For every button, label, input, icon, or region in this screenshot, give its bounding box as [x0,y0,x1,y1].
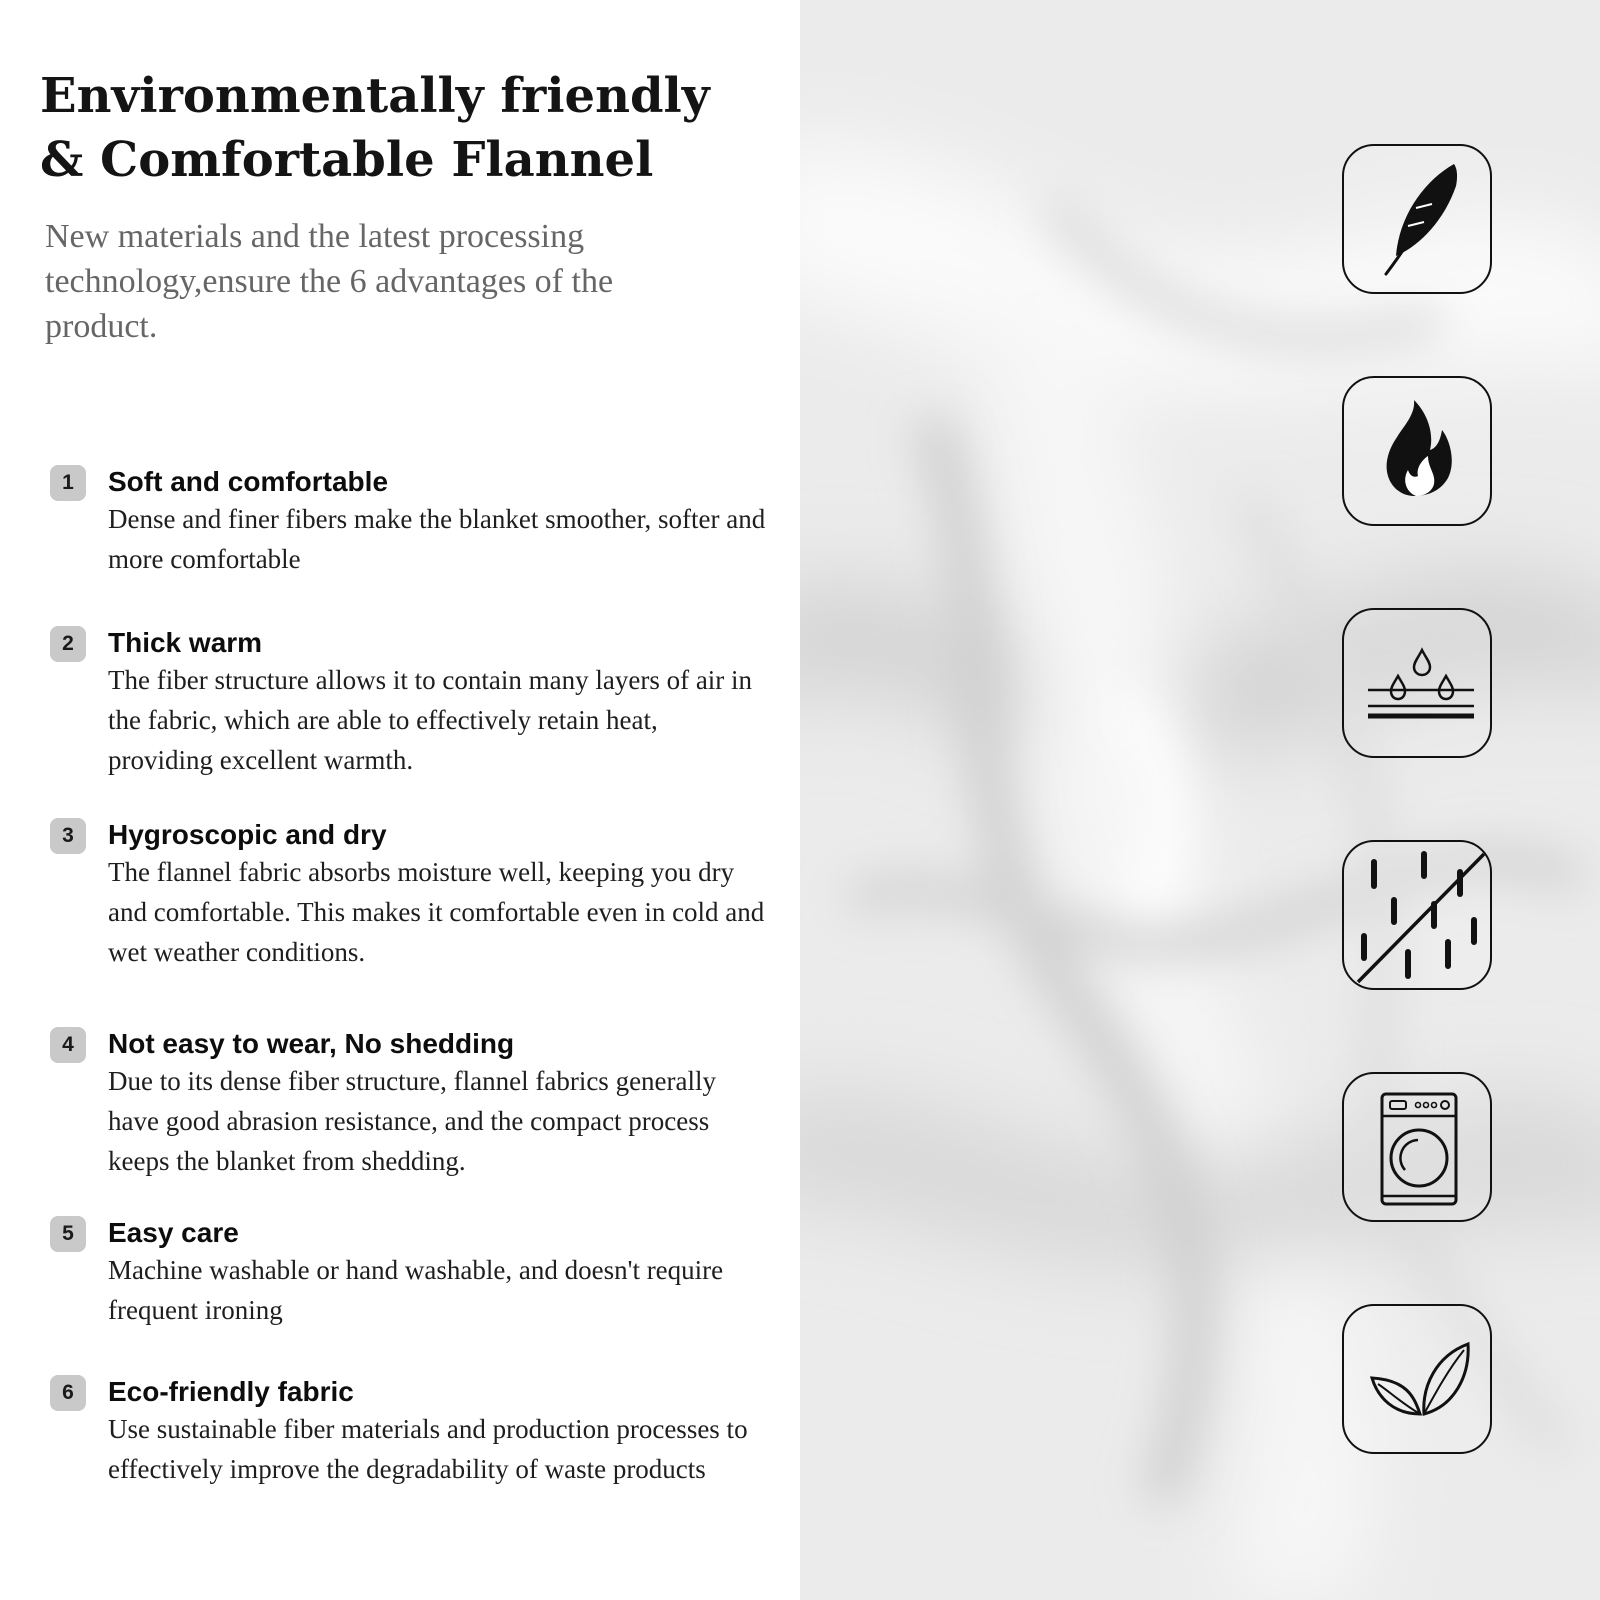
feature-number-badge: 3 [50,818,86,854]
feature-description: Due to its dense fiber structure, flannel fabrics generally have good abrasion resistance, and the compact process keeps the blanket from shedding. [108,1066,717,1176]
leaf-icon [1342,1304,1492,1454]
water-drops-icon [1342,608,1492,758]
fabric-image-panel [800,0,1600,1600]
feature-number-badge: 6 [50,1375,86,1411]
feature-number-badge: 4 [50,1027,86,1063]
washing-machine-icon [1342,1072,1492,1222]
feature-title: Soft and comfortable [108,466,389,497]
feature-title: Eco-friendly fabric [108,1376,354,1407]
feather-icon [1342,144,1492,294]
feature-number-badge: 5 [50,1216,86,1252]
feature-number-badge: 1 [50,465,86,501]
feature-title: Thick warm [108,627,263,658]
feature-number-badge: 2 [50,626,86,662]
flame-icon [1342,376,1492,526]
no-rain-icon [1342,840,1492,990]
feature-title: Hygroscopic and dry [108,819,387,850]
feature-description: Use sustainable fiber materials and production processes to effectively improve the degradability of waste products [108,1414,748,1484]
feature-description: Dense and finer fibers make the blanket smoother, softer and more comfortable [108,504,766,574]
feature-description: The flannel fabric absorbs moisture well, keeping you dry and comfortable. This makes it comfortable even in cold and wet weather conditions. [108,857,765,967]
feature-title: Easy care [108,1217,239,1248]
page-subtitle: New materials and the latest processing technology,ensure the 6 advantages of the product. [45,218,614,345]
page-title: Environmentally friendly & Comfortable Flannel [40,68,710,188]
feature-description: The fiber structure allows it to contain many layers of air in the fabric, which are able to effectively retain heat, providing excellent warmth. [108,665,753,775]
feature-description: Machine washable or hand washable, and doesn't require frequent ironing [108,1255,724,1325]
feature-title: Not easy to wear, No shedding [108,1028,515,1059]
